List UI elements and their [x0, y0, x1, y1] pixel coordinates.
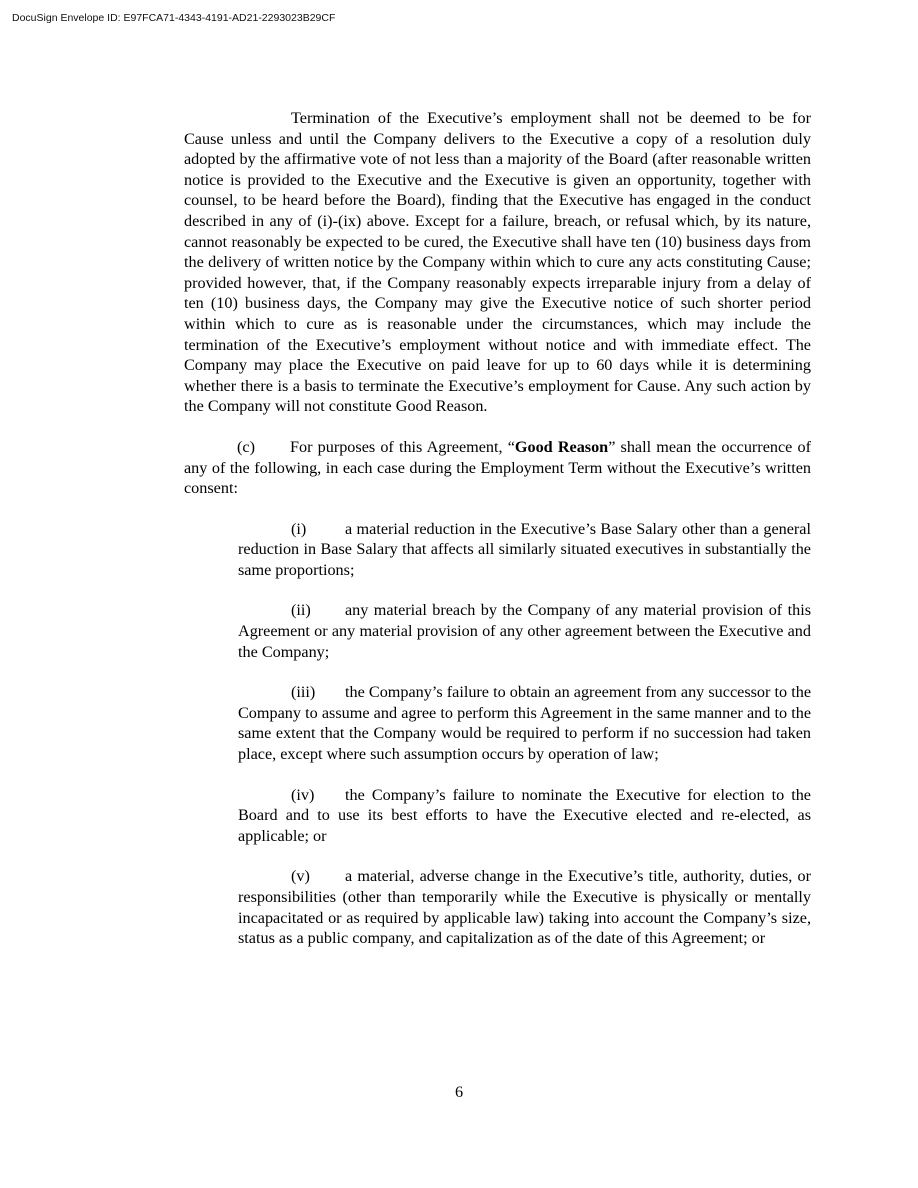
section-c-text-after: ” shall mean the occurrence of any of the following, in each case during the Employment Term without the Executive’s written consent:: [184, 437, 811, 498]
list-item-v: [238, 866, 811, 948]
section-c-label: (c): [237, 437, 255, 456]
list-item-label: (iv): [291, 785, 315, 804]
list-item-i: [238, 519, 811, 581]
list-item-label: (i): [291, 519, 307, 538]
list-item-label: (v): [291, 867, 310, 886]
section-c-paragraph: [184, 437, 811, 499]
section-c-text-before: For purposes of this Agreement, “: [290, 437, 515, 456]
list-item-text: the Company’s failure to nominate the Executive for election to the Board and to use its best efforts to have the Executive elected and re-elected, as applicable; or: [238, 785, 811, 845]
list-item-label: (iii): [291, 683, 316, 702]
page-number: 6: [454, 1083, 464, 1101]
list-item-text: any material breach by the Company of any material provision of this Agreement or any material provision of any other agreement between the Executive and the Company;: [238, 601, 811, 661]
docusign-envelope-id: DocuSign Envelope ID: E97FCA71-4343-4191-AD21-2293023B29CF: [12, 12, 336, 24]
list-item-iv: [238, 785, 811, 847]
list-item-iii: [238, 682, 811, 764]
list-item-text: the Company’s failure to obtain an agreement from any successor to the Company to assume and agree to perform this Agreement in the same manner and to the same extent that the Company would be required to perform if no succession had taken place, except where such assumption occurs by operation of law;: [238, 683, 811, 764]
document-body: [184, 108, 811, 965]
list-item-text: a material reduction in the Executive’s Base Salary other than a general reduction in Base Salary that affects all similarly situated executives in substantially the same proportions;: [238, 519, 811, 579]
list-item-ii: [238, 600, 811, 662]
list-item-label: (ii): [291, 601, 311, 620]
cause-paragraph: Termination of the Executive’s employment shall not be deemed to be for Cause unless and until the Company delivers to the Executive a copy of a resolution duly adopted by the affirmative vote of not less than a majority of the Board (after reasonable written notice is provided to the Executive and the Executive is given an opportunity, together with counsel, to be heard before the Board), finding that the Executive has engaged in the conduct described in any of (i)-(ix) above. Except for a failure, breach, or refusal which, by its nature, cannot reasonably be expected to be cured, the Executive shall have ten (10) business days from the delivery of written notice by the Company within which to cure any acts constituting Cause; provided however, that, if the Company reasonably expects irreparable injury from a delay of ten (10) business days, the Company may give the Executive notice of such shorter period within which to cure as is reasonable under the circumstances, which may include the termination of the Executive’s employment without notice and with immediate effect. The Company may place the Executive on paid leave for up to 60 days while it is determining whether there is a basis to terminate the Executive’s employment for Cause. Any such action by the Company will not constitute Good Reason.: [184, 109, 811, 416]
good-reason-term: Good Reason: [514, 437, 609, 456]
list-item-text: a material, adverse change in the Executive’s title, authority, duties, or responsibilities (other than temporarily while the Executive is physically or mentally incapacitated or as required by applicable law) taking into account the Company’s size, status as a public company, and capitalization as of the date of this Agreement; or: [238, 867, 811, 948]
